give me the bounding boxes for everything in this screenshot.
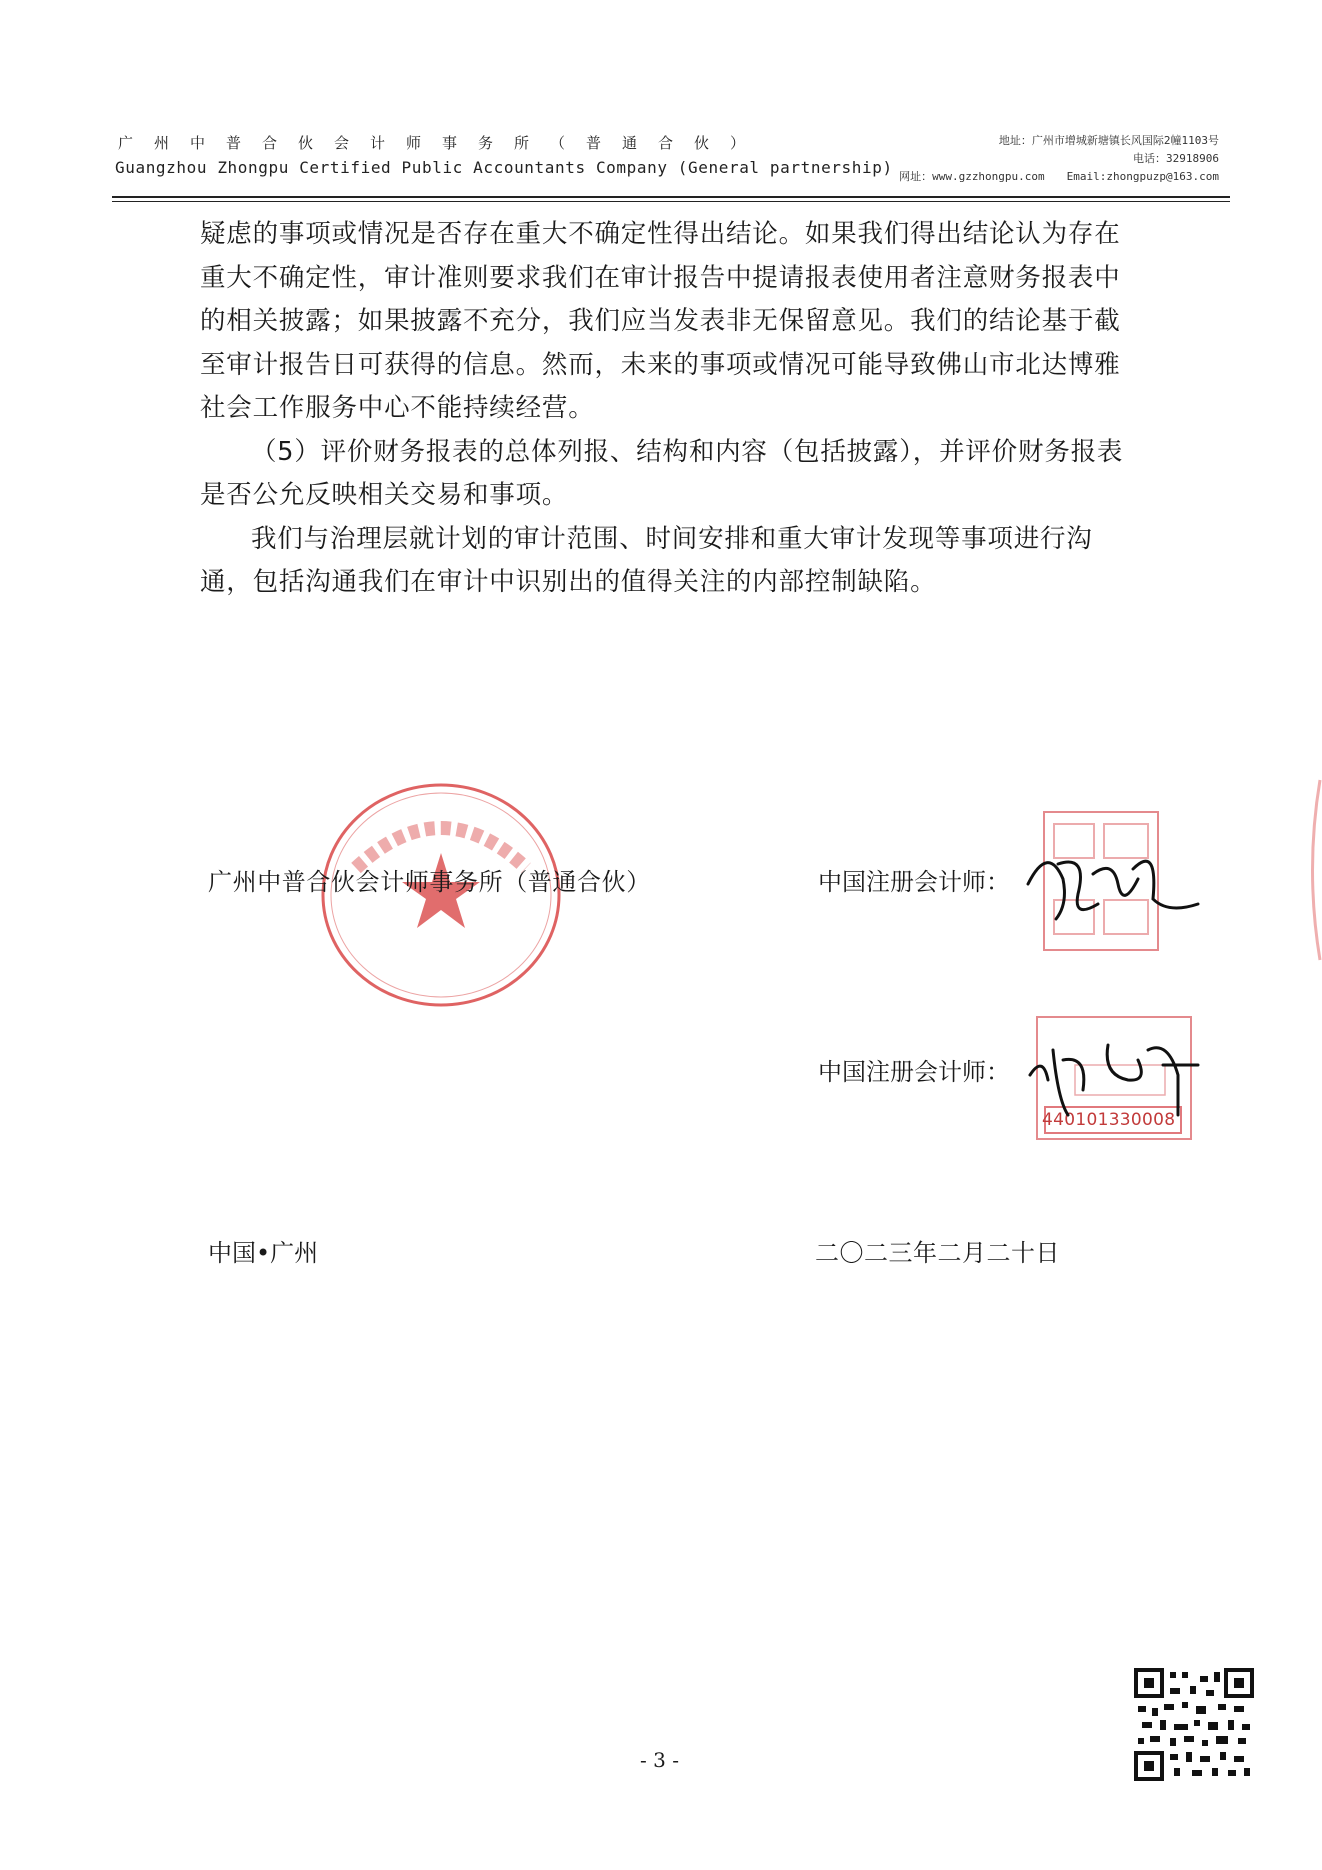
header-firm-name-en: Guangzhou Zhongpu Certified Public Accountants Company (General partnership) — [115, 158, 893, 177]
header-address: 地址：广州市增城新塘镇长风国际2幢1103号 — [998, 134, 1219, 147]
header-web-email — [899, 168, 1219, 186]
partial-seal-edge-icon — [1300, 770, 1322, 970]
header-firm-name-cn: 广州中普合伙会计师事务所（普通合伙） — [118, 134, 767, 152]
signature-cpa-label-1: 中国注册会计师： — [818, 868, 1010, 896]
header-phone: 电话：32918906 — [1133, 152, 1219, 165]
handwritten-signature-2 — [1018, 1020, 1208, 1120]
header-divider-thick — [112, 196, 1230, 198]
paragraph-evaluate-presentation: （5）评价财务报表的总体列报、结构和内容（包括披露），并评价财务报表是否公允反映相关交易和事项。 — [200, 436, 1124, 510]
header-website: 网址：www.gzzhongpu.com — [899, 170, 1045, 183]
signature-firm-name: 广州中普合伙会计师事务所（普通合伙） — [208, 868, 651, 896]
report-body — [200, 213, 1130, 605]
signature-cpa-label-2: 中国注册会计师： — [818, 1058, 1010, 1086]
signature-place: 中国•广州 — [208, 1239, 319, 1267]
paragraph-governance-communication: 我们与治理层就计划的审计范围、时间安排和重大审计发现等事项进行沟通，包括沟通我们在审计中识别出的值得关注的内部控制缺陷。 — [200, 523, 1093, 597]
qr-code-icon — [1134, 1668, 1254, 1781]
header-email: Email:zhongpuzp@163.com — [1066, 170, 1219, 183]
paragraph-going-concern: 疑虑的事项或情况是否存在重大不确定性得出结论。如果我们得出结论认为存在重大不确定性，审计准则要求我们在审计报告中提请报表使用者注意财务报表中的相关披露；如果披露不充分，我们应当发表非无保留意见。我们的结论基于截至审计报告日可获得的信息。然而，未来的事项或情况可能导致佛山市北达博雅社会工作服务中心不能持续经营。 — [200, 219, 1121, 423]
cpa-certificate-number: 440101330008 — [1042, 1110, 1176, 1130]
signature-date: 二〇二三年二月二十日 — [815, 1239, 1060, 1267]
header-divider-thin — [112, 201, 1230, 202]
header-contact-block — [899, 132, 1219, 186]
handwritten-signature-1 — [1018, 824, 1208, 934]
page-number: - 3 - — [640, 1748, 679, 1772]
